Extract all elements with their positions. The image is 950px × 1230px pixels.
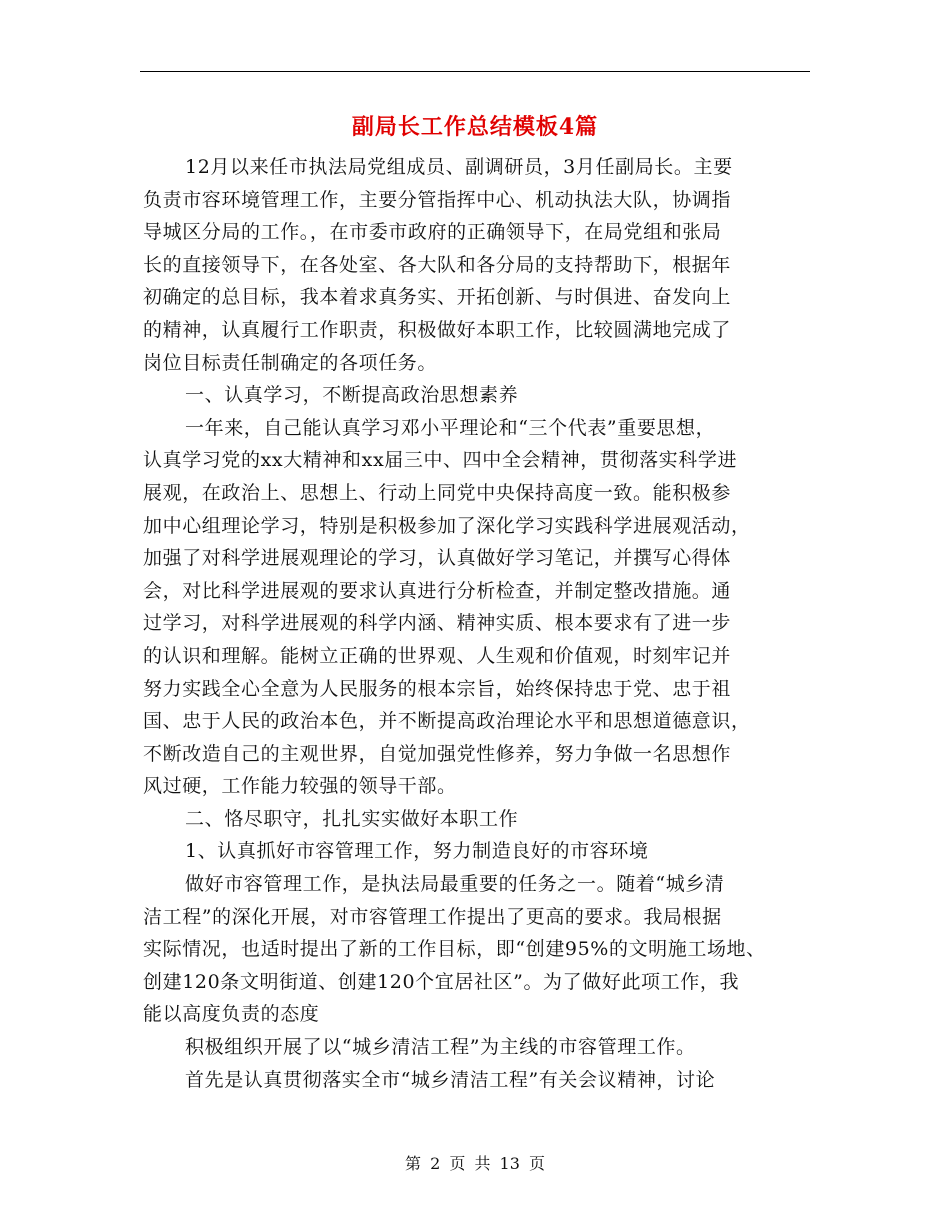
body-text-line: 风过硬，工作能力较强的领导干部。 bbox=[143, 775, 457, 798]
body-text-line: 洁工程”的深化开展，对市容管理工作提出了更高的要求。我局根据 bbox=[143, 905, 722, 928]
body-text-line: 做好市容管理工作，是执法局最重要的任务之一。随着“城乡清 bbox=[185, 873, 725, 896]
body-text-line: 岗位目标责任制确定的各项任务。 bbox=[143, 351, 438, 374]
body-text-line: 负责市容环境管理工作，主要分管指挥中心、机动执法大队，协调指 bbox=[143, 188, 732, 211]
body-text-line: 努力实践全心全意为人民服务的根本宗旨，始终保持忠于党、忠于祖 bbox=[143, 677, 732, 700]
body-text-line: 一、认真学习，不断提高政治思想素养 bbox=[185, 384, 519, 407]
body-text-line: 加中心组理论学习，特别是积极参加了深化学习实践科学进展观活动， bbox=[143, 514, 751, 537]
body-text-line: 展观，在政治上、思想上、行动上同党中央保持高度一致。能积极参 bbox=[143, 481, 732, 504]
body-text-line: 国、忠于人民的政治本色，并不断提高政治理论水平和思想道德意识， bbox=[143, 710, 751, 733]
document-body bbox=[143, 151, 823, 1096]
body-text-line: 加强了对科学进展观理论的学习，认真做好学习笔记，并撰写心得体 bbox=[143, 547, 732, 570]
document-title: 副局长工作总结模板4篇 bbox=[351, 114, 599, 140]
body-text-line: 过学习，对科学进展观的科学内涵、精神实质、根本要求有了进一步 bbox=[143, 612, 732, 635]
body-text-line: 首先是认真贯彻落实全市“城乡清洁工程”有关会议精神，讨论 bbox=[185, 1068, 716, 1091]
body-text-line: 导城区分局的工作。，在市委市政府的正确领导下，在局党组和张局 bbox=[143, 221, 722, 244]
body-text-line: 认真学习党的xx大精神和xx届三中、四中全会精神，贯彻落实科学进 bbox=[143, 449, 738, 472]
header-rule bbox=[140, 71, 810, 72]
body-text-line: 能以高度负责的态度 bbox=[143, 1003, 320, 1026]
body-text-line: 长的直接领导下，在各处室、各大队和各分局的支持帮助下，根据年 bbox=[143, 253, 732, 276]
body-text-line: 二、恪尽职守，扎扎实实做好本职工作 bbox=[185, 807, 519, 830]
body-text-line: 的精神，认真履行工作职责，积极做好本职工作，比较圆满地完成了 bbox=[143, 318, 732, 341]
body-text-line: 创建120条文明街道、创建120个宜居社区”。为了做好此项工作，我 bbox=[143, 970, 740, 993]
body-text-line: 积极组织开展了以“城乡清洁工程”为主线的市容管理工作。 bbox=[185, 1036, 696, 1059]
body-text-line: 的认识和理解。能树立正确的世界观、人生观和价值观，时刻牢记并 bbox=[143, 644, 732, 667]
body-text-line: 12月以来任市执法局党组成员、副调研员，3月任副局长。主要 bbox=[185, 156, 733, 178]
body-text-line: 不断改造自己的主观世界，自觉加强党性修养，努力争做一名思想作 bbox=[143, 742, 732, 765]
body-text-line: 初确定的总目标，我本着求真务实、开拓创新、与时俱进、奋发向上 bbox=[143, 286, 732, 309]
body-text-line: 实际情况，也适时提出了新的工作目标，即“创建95%的文明施工场地、 bbox=[143, 938, 766, 961]
body-text-line: 会，对比科学进展观的要求认真进行分析检查，并制定整改措施。通 bbox=[143, 579, 732, 602]
body-text-line: 一年来，自己能认真学习邓小平理论和“三个代表”重要思想， bbox=[185, 416, 716, 439]
body-text-line: 1、认真抓好市容管理工作，努力制造良好的市容环境 bbox=[185, 840, 649, 863]
page-number-footer: 第 2 页 共 13 页 bbox=[405, 1154, 545, 1173]
